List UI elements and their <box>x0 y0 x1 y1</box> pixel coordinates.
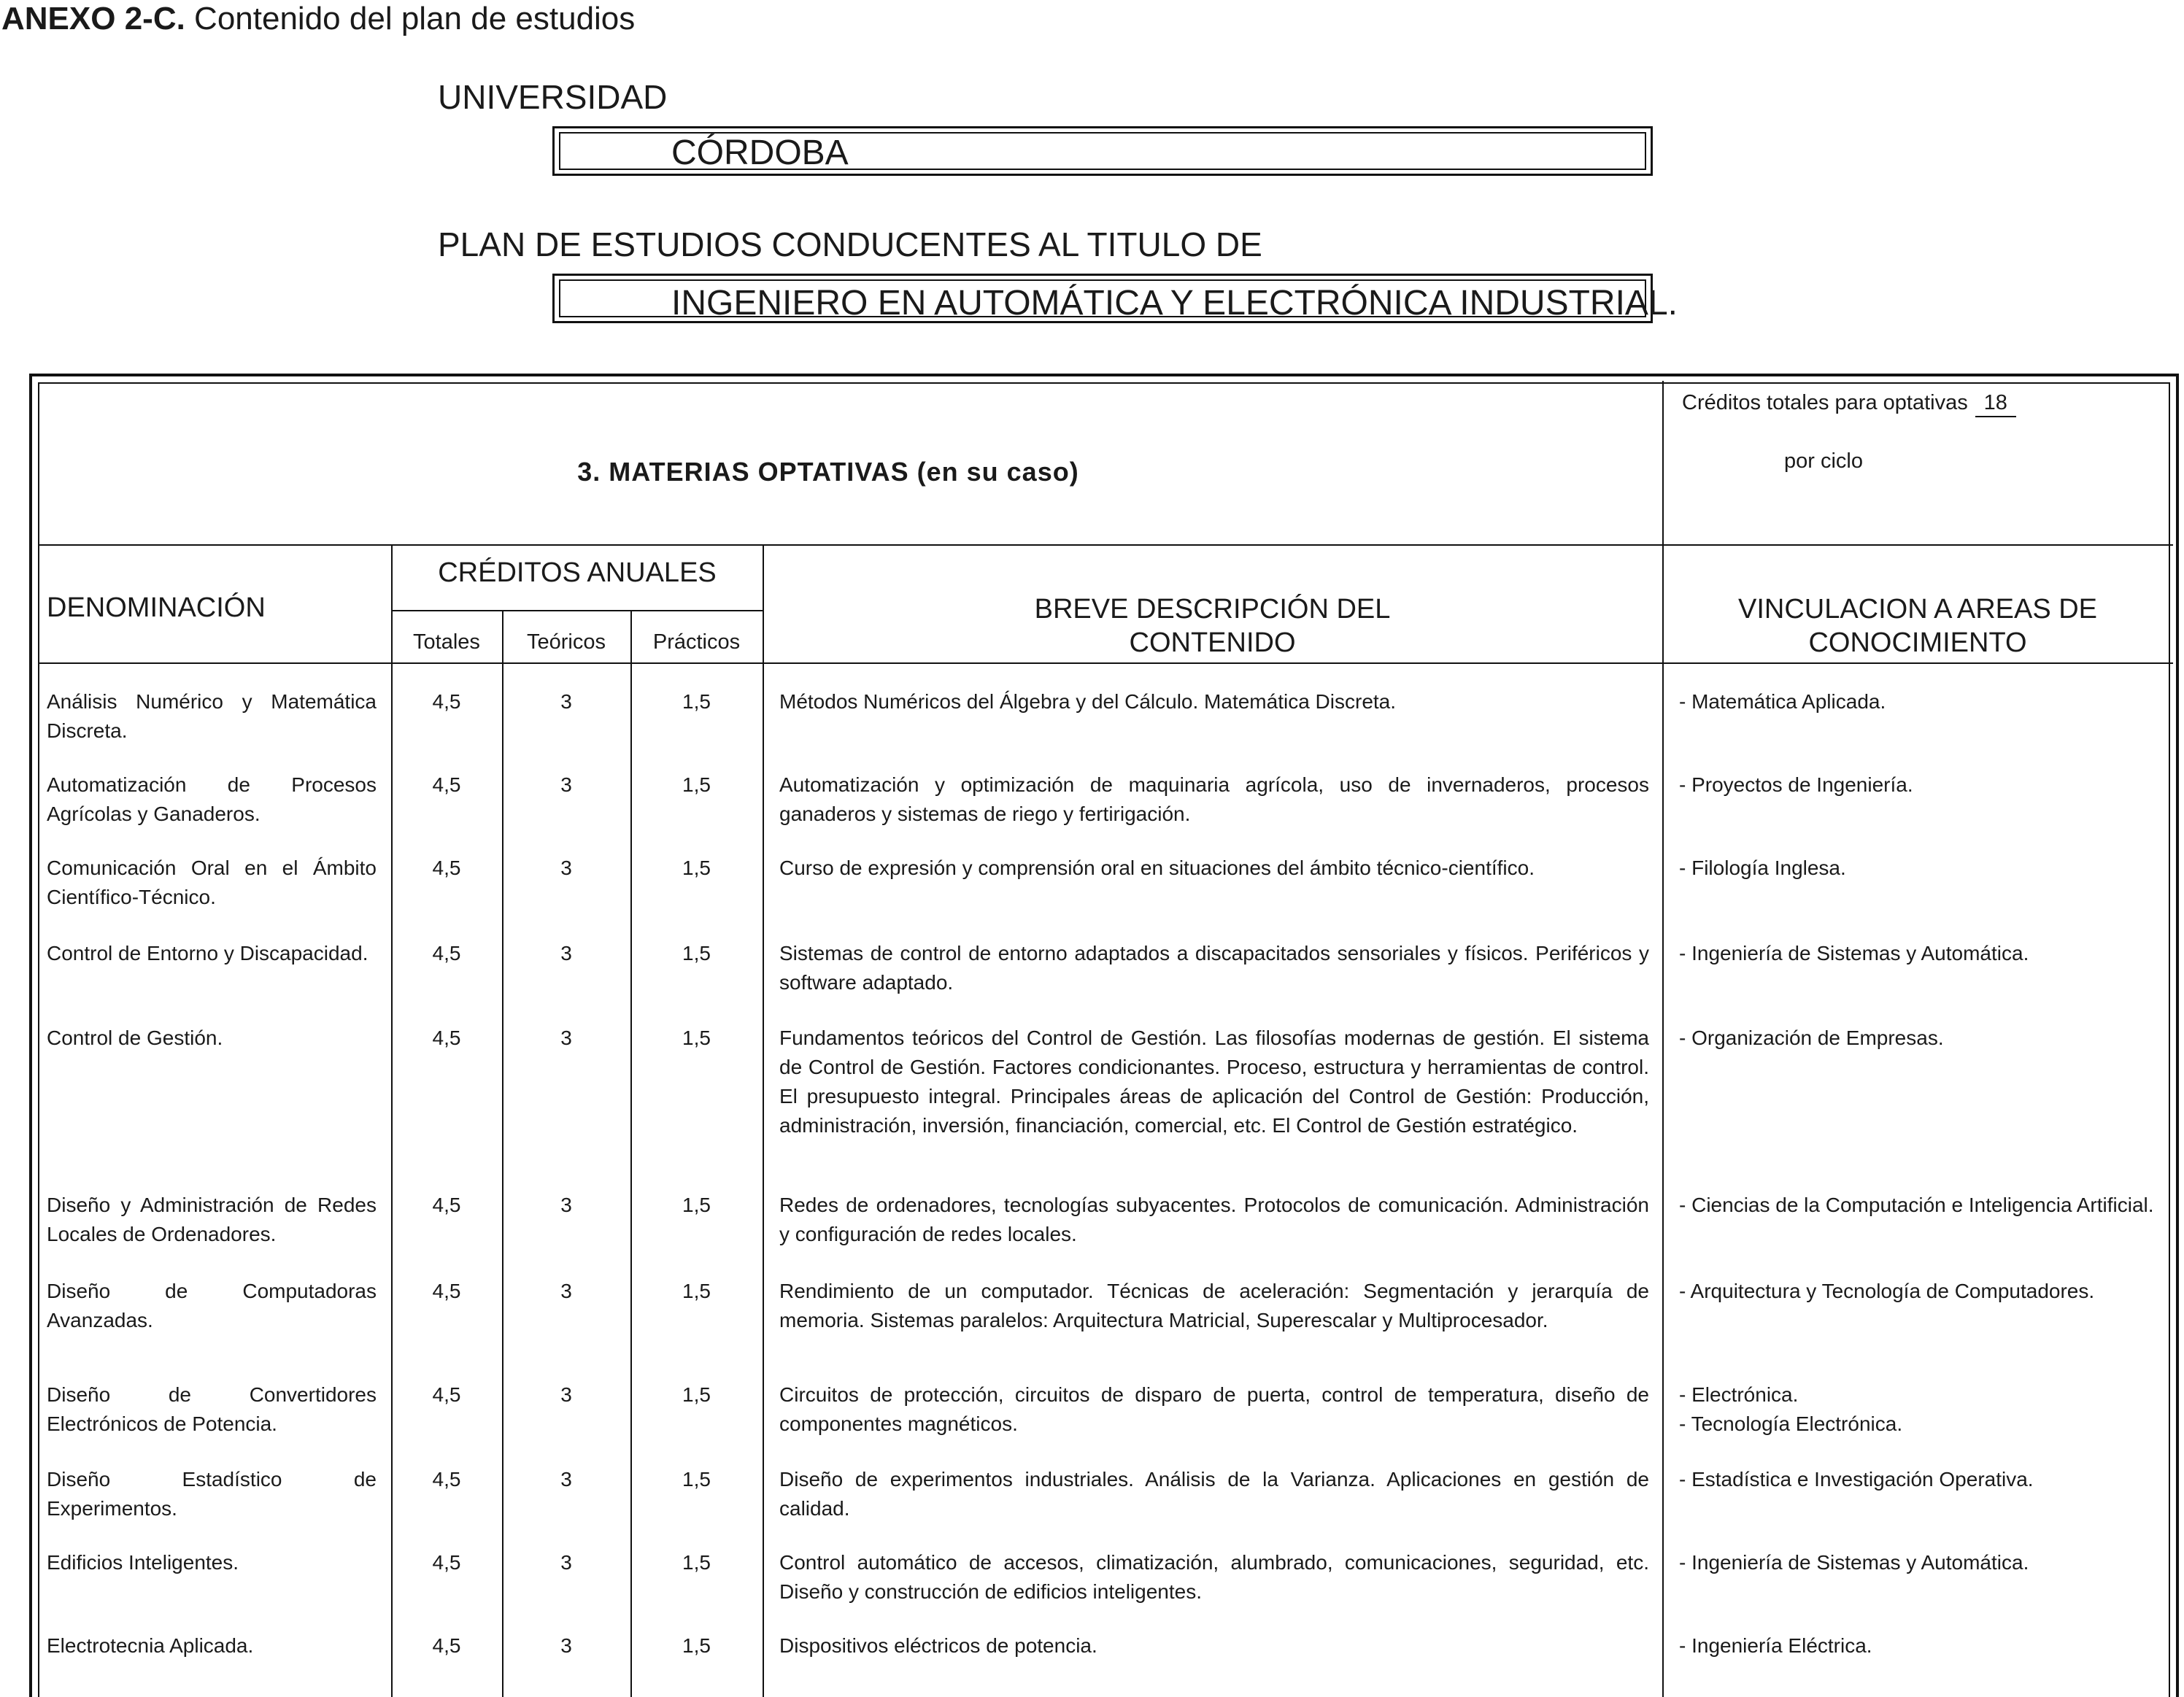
row-teoricos: 3 <box>560 1280 572 1302</box>
row-totales: 4,5 <box>432 1027 461 1049</box>
row-area: - Filología Inglesa. <box>1679 857 1846 879</box>
row-totales: 4,5 <box>432 1551 461 1574</box>
row-totales: 4,5 <box>432 773 461 796</box>
annex-title <box>1 0 635 38</box>
row-teoricos: 3 <box>560 1027 572 1049</box>
row-practicos: 1,5 <box>682 942 711 965</box>
row-name: Electrotecnia Aplicada. <box>47 1634 254 1657</box>
row-teoricos: 3 <box>560 1634 572 1657</box>
row-name: Control de Gestión. <box>47 1027 223 1049</box>
row-totales: 4,5 <box>432 1468 461 1491</box>
col-header-vinculacion-2: CONOCIMIENTO <box>1808 627 2027 658</box>
row-name: Diseño de Convertidores Electrónicos de Potencia. <box>47 1383 377 1435</box>
plan-label: PLAN DE ESTUDIOS CONDUCENTES AL TITULO DE <box>438 225 1262 263</box>
row-description: Circuitos de protección, circuitos de disparo de puerta, control de temperatura, diseño de componentes magnéticos. <box>779 1383 1649 1435</box>
col-header-teoricos: Teóricos <box>527 630 606 654</box>
col-header-totales: Totales <box>413 630 480 654</box>
row-teoricos: 3 <box>560 1194 572 1216</box>
row-totales: 4,5 <box>432 1280 461 1302</box>
row-practicos: 1,5 <box>682 773 711 796</box>
degree-box <box>552 274 1678 323</box>
university-label: UNIVERSIDAD <box>438 78 668 116</box>
row-area: - Ingeniería de Sistemas y Automática. <box>1679 942 2029 965</box>
row-description: Métodos Numéricos del Álgebra y del Cálculo. Matemática Discreta. <box>779 690 1397 713</box>
row-description: Dispositivos eléctricos de potencia. <box>779 1634 1097 1657</box>
annex-subtitle: Contenido del plan de estudios <box>185 1 636 36</box>
row-practicos: 1,5 <box>682 1280 711 1302</box>
row-name: Automatización de Procesos Agrícolas y Ganaderos. <box>47 773 377 825</box>
credits-total-value: 18 <box>1975 390 2016 417</box>
row-name: Comunicación Oral en el Ámbito Científico-Técnico. <box>47 857 377 908</box>
row-area: - Proyectos de Ingeniería. <box>1679 773 1913 796</box>
row-description: Control automático de accesos, climatización, alumbrado, comunicaciones, seguridad, etc. Diseño y construcción de edificios inteligentes. <box>779 1551 1649 1603</box>
row-description: Automatización y optimización de maquinaria agrícola, uso de invernaderos, procesos ganaderos y sistemas de riego y fertirigación. <box>779 773 1649 825</box>
row-teoricos: 3 <box>560 1551 572 1574</box>
row-description: Fundamentos teóricos del Control de Gestión. Las filosofías modernas de gestión. El sistema de Control de Gestión. Factores condicionantes. Proceso, estructura y herramientas de control. El presupuesto integral. Principales áreas de aplicación del Control de Gestión: Producción, administración, inversión, financiación, comercial, etc. El Control de Gestión estratégico. <box>779 1027 1649 1137</box>
row-practicos: 1,5 <box>682 1194 711 1216</box>
row-teoricos: 3 <box>560 1383 572 1406</box>
row-practicos: 1,5 <box>682 1551 711 1574</box>
row-area-secondary: - Tecnología Electrónica. <box>1679 1412 1903 1435</box>
row-teoricos: 3 <box>560 942 572 965</box>
university-name: CÓRDOBA <box>671 134 849 172</box>
row-description: Diseño de experimentos industriales. Análisis de la Varianza. Aplicaciones en gestión de calidad. <box>779 1468 1649 1520</box>
row-teoricos: 3 <box>560 1468 572 1491</box>
row-area: - Ciencias de la Computación e Inteligencia Artificial. <box>1679 1194 2154 1216</box>
row-totales: 4,5 <box>432 1194 461 1216</box>
col-divider-area <box>1662 381 1664 1697</box>
row-practicos: 1,5 <box>682 857 711 879</box>
row-area: - Ingeniería de Sistemas y Automática. <box>1679 1551 2029 1574</box>
row-totales: 4,5 <box>432 1634 461 1657</box>
row-practicos: 1,5 <box>682 1383 711 1406</box>
col-header-descripcion-2: CONTENIDO <box>1129 627 1296 658</box>
row-practicos: 1,5 <box>682 1634 711 1657</box>
row-totales: 4,5 <box>432 857 461 879</box>
row-area: - Electrónica. <box>1679 1383 1799 1406</box>
row-description: Sistemas de control de entorno adaptados a discapacitados sensoriales y físicos. Periféricos y software adaptado. <box>779 942 1649 994</box>
col-header-descripcion-1: BREVE DESCRIPCIÓN DEL <box>1034 594 1391 625</box>
row-practicos: 1,5 <box>682 1027 711 1049</box>
row-totales: 4,5 <box>432 942 461 965</box>
row-totales: 4,5 <box>432 690 461 713</box>
per-cycle-label: por ciclo <box>1784 449 1863 473</box>
row-area: - Arquitectura y Tecnología de Computadores. <box>1679 1280 2095 1302</box>
row-name: Edificios Inteligentes. <box>47 1551 239 1574</box>
row-teoricos: 3 <box>560 857 572 879</box>
row-name: Control de Entorno y Discapacidad. <box>47 942 368 965</box>
annex-number: ANEXO 2-C. <box>1 1 185 36</box>
row-name: Diseño Estadístico de Experimentos. <box>47 1468 377 1520</box>
row-description: Redes de ordenadores, tecnologías subyacentes. Protocolos de comunicación. Administración y configuración de redes locales. <box>779 1194 1649 1245</box>
degree-name: INGENIERO EN AUTOMÁTICA Y ELECTRÓNICA INDUSTRIAL. <box>671 284 1678 322</box>
credits-total <box>1682 390 2016 417</box>
row-teoricos: 3 <box>560 773 572 796</box>
row-name: Diseño y Administración de Redes Locales de Ordenadores. <box>47 1194 377 1245</box>
university-box <box>552 126 1653 176</box>
col-header-vinculacion-1: VINCULACION A AREAS DE <box>1737 594 2098 625</box>
col-header-creditos: CRÉDITOS ANUALES <box>438 557 717 588</box>
row-practicos: 1,5 <box>682 1468 711 1491</box>
row-area: - Estadística e Investigación Operativa. <box>1679 1468 2034 1491</box>
row-teoricos: 3 <box>560 690 572 713</box>
col-header-practicos: Prácticos <box>652 630 741 654</box>
credits-total-label: Créditos totales para optativas <box>1682 391 1968 414</box>
row-description: Rendimiento de un computador. Técnicas de aceleración: Segmentación y jerarquía de memoria. Sistemas paralelos: Arquitectura Matricial, Superescalar y Multiprocesador. <box>779 1280 1649 1331</box>
header-bottom-divider <box>38 662 2173 664</box>
row-practicos: 1,5 <box>682 690 711 713</box>
section-title: 3. MATERIAS OPTATIVAS (en su caso) <box>577 457 1079 487</box>
col-divider-name <box>391 544 393 1697</box>
row-area: - Matemática Aplicada. <box>1679 690 1886 713</box>
col-divider-credits <box>763 544 764 1697</box>
section-divider <box>38 544 2173 546</box>
row-totales: 4,5 <box>432 1383 461 1406</box>
row-area: - Ingeniería Eléctrica. <box>1679 1634 1872 1657</box>
row-area: - Organización de Empresas. <box>1679 1027 1944 1049</box>
col-header-denominacion: DENOMINACIÓN <box>47 592 266 623</box>
credits-divider <box>391 610 763 611</box>
row-name: Análisis Numérico y Matemática Discreta. <box>47 690 377 742</box>
row-name: Diseño de Computadoras Avanzadas. <box>47 1280 377 1331</box>
row-description: Curso de expresión y comprensión oral en situaciones del ámbito técnico-científico. <box>779 857 1535 879</box>
